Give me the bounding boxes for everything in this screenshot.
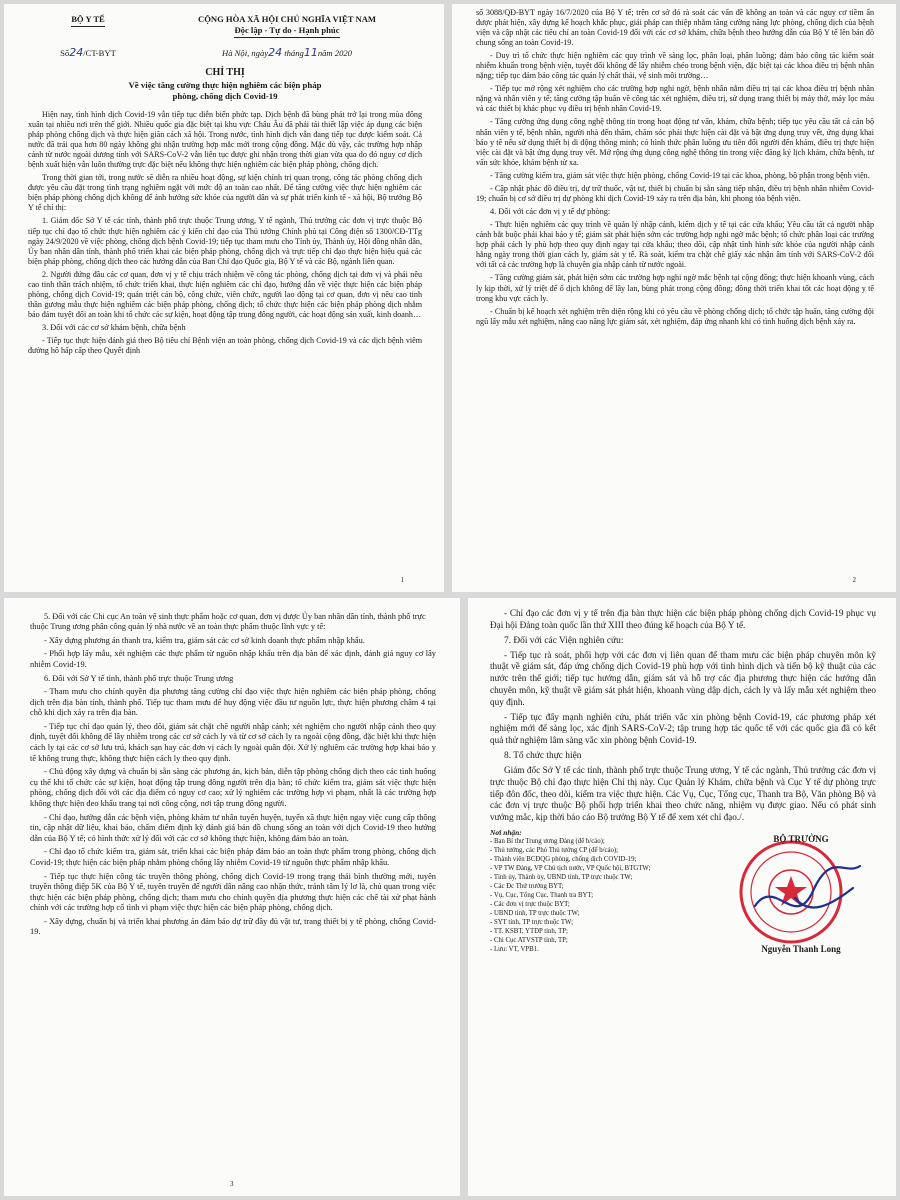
- date-prefix: Hà Nội, ngày: [222, 48, 269, 58]
- page-number: 2: [852, 576, 856, 584]
- paragraph: Trong thời gian tới, trong nước sẽ diễn ra nhiều hoạt động, sự kiện chính trị quan trọng, công tác phòng chống dịch được yêu cầu đặt trong tình trạng nghiêm ngặt với mức độ an toàn cao nhất. Để tăng cường việc thực hiện nghiêm các biện pháp phòng chống dịch không để ảnh hưởng sức khỏe của người dân và sự phát triển kinh tế - xã hội, Bộ trưởng Bộ Y tế chỉ thị:: [28, 173, 422, 213]
- signer: [726, 828, 876, 954]
- date-month: 11: [303, 46, 318, 59]
- recipient-item: - Thủ tướng, các Phó Thủ tướng CP (để b/cáo);: [490, 846, 619, 854]
- paragraph: - Xây dựng, chuẩn bị và triển khai phương án đảm bảo dự trữ đầy đủ vật tư, trang thiết bị y tế phòng, chống Covid-19.: [30, 916, 436, 937]
- paragraph: - Tiếp tục đẩy mạnh nghiên cứu, phát triển vắc xin phòng bệnh Covid-19, các phương pháp xét nghiệm mới để sàng lọc, xác định SARS-CoV-2; tập trung hợp tác quốc tế với các quốc gia đã có kết quả thử nghiệm lâm sàng vắc xin phòng bệnh Covid-19.: [490, 711, 876, 746]
- document-page-3: [4, 598, 460, 1196]
- document-title: CHỈ THỊ: [205, 67, 245, 78]
- date-month-word: tháng: [284, 48, 304, 58]
- paragraph: - Tăng cường ứng dụng công nghệ thông tin trong hoạt động tư vấn, khám, chữa bệnh; tiếp tục yêu cầu tất cả cán bộ nhân viên y tế, bệnh nhân, người nhà đến thăm, chăm sóc phải thực hiện cài đặt và bật ứng dụng truy vết, ứng dụng khai báo y tế nếu sử dụng thiết bị di động thông minh; có hình thức phân luồng ưu tiên đối người đến khám, điều trị thực hiện việc cài đặt và bật ứng dụng truy vết. Mở rộng ứng dụng công nghệ thông tin trong việc đăng ký lịch khám, chữa bệnh, tư vấn sức khỏe, khám bệnh từ xa.: [476, 117, 874, 167]
- paragraph: - Tiếp tục mở rộng xét nghiệm cho các trường hợp nghi ngờ, bệnh nhân nằm điều trị tại các khoa điều trị bệnh nhân nặng và nhân viên y tế; tăng cường tập huấn về công tác xét nghiệm, điều trị, sử dụng trang thiết bị máy thở, máy lọc máu và các thiết bị khác phục vụ điều trị bệnh nhân Covid-19.: [476, 84, 874, 114]
- date-day: 24: [268, 46, 283, 59]
- official-seal-icon: [735, 836, 867, 948]
- number-prefix: Số: [60, 48, 70, 58]
- section-heading: 7. Đối với các Viện nghiên cứu:: [504, 635, 624, 646]
- country-name: CỘNG HÒA XÃ HỘI CHỦ NGHĨA VIỆT NAM: [197, 14, 377, 24]
- document-page-4: [468, 598, 896, 1196]
- recipients-label: Nơi nhận:: [490, 827, 522, 837]
- number-handwritten: 24: [69, 46, 84, 59]
- paragraph: Hiện nay, tình hình dịch Covid-19 vẫn tiếp tục diễn biến phức tạp. Dịch bệnh đã bùng phát trở lại trong mùa đông xuân tại nhiều nơi trên thế giới. Nhiều quốc gia đặc biệt tại khu vực Châu Âu đã phải tái thiết lập việc áp dụng các biện pháp phòng chống dịch và thực hiện giãn cách xã hội. Trong nước, tình hình dịch vẫn đang tiếp tục được kiểm soát. Cả nước đã trải qua hơn 80 ngày không ghi nhận trường hợp mắc mới trong cộng đồng. Mặc dù vậy, các trường hợp nhập cảnh từ nước ngoài dương tính với SARS-CoV-2 vẫn liên tục được ghi nhận trong thời gian vừa qua do đó nguy cơ dịch bệnh xuất hiện vẫn luôn thường trực đặc biệt nếu không thực hiện nghiêm các biện pháp phòng, chống dịch.: [28, 110, 422, 170]
- paragraph: - Duy trì tổ chức thực hiện nghiêm các quy trình về sàng lọc, phân loại, phân luồng; đảm bảo công tác kiểm soát nhiễm khuẩn trong bệnh viện, tuyệt đối không để lây nhiễm chéo trong bệnh viện, đặc biệt tại các khoa điều trị bệnh nhân nặng; tiếp tục đảm bảo công tác quản lý chất thải, vệ sinh môi trường…: [476, 51, 874, 81]
- recipient-item: - Lưu: VT, VPB1.: [490, 945, 539, 953]
- number-suffix: /CT-BYT: [83, 48, 116, 58]
- paragraph: - Chỉ đạo các đơn vị y tế trên địa bàn thực hiện các biện pháp phòng chống dịch Covid-19 phục vụ Đại hội Đảng toàn quốc lần thứ XIII theo đúng kế hoạch của Bộ Y tế.: [490, 608, 876, 630]
- paragraph: - Xây dựng phương án thanh tra, kiểm tra, giám sát các cơ sở kinh doanh thực phẩm nhập khẩu.: [44, 635, 365, 645]
- issue-date: [152, 46, 422, 59]
- recipient-item: - SYT tỉnh, TP trực thuộc TW;: [490, 918, 574, 926]
- paragraph: - Chỉ đạo tổ chức kiểm tra, giám sát, triển khai các biện pháp đảm bảo an toàn thực phẩm trong phòng, chống dịch Covid-19; thực hiện các biện pháp nhằm phòng chống lây nhiễm Covid-19 từ nguồn thực phẩm nhập khẩu.: [30, 847, 436, 867]
- recipient-item: - TT. KSBT, YTDP tỉnh, TP;: [490, 927, 568, 935]
- paragraph: - Chủ động xây dựng và chuẩn bị sẵn sàng các phương án, kịch bản, diễn tập phòng chống dịch theo các tình huống cụ thể khi tổ chức các sự kiện, hoạt động tập trung đông người trên địa bàn; tổ chức kiểm tra, giám sát việc thực hiện phòng, chống dịch đối với các địa điểm có nguy cơ cao; xử lý nghiêm các trường hợp vi phạm, nhất là các trường hợp không thực hiện đeo khẩu trang tại nơi công cộng, nơi tập trung đông người.: [30, 767, 436, 808]
- date-year: năm 2020: [317, 48, 352, 58]
- ministry-name: BỘ Y TẾ: [71, 14, 105, 27]
- paragraph: Giám đốc Sở Y tế các tỉnh, thành phố trực thuộc Trung ương, Y tế các ngành, Thủ trưởng các đơn vị trực thuộc Bộ chỉ đạo thực hiện Chỉ thị này. Cục Quản lý Khám, chữa bệnh và Cục Y tế dự phòng trực tiếp đôn đốc, theo dõi, kiểm tra việc thực hiện. Các Vụ, Cục, Tổng cục, Thanh tra Bộ, Văn phòng Bộ và các đơn vị trực thuộc Bộ phối hợp triển khai theo chức năng, nhiệm vụ được giao. Nếu có phát sinh vướng mắc, kịp thời báo cáo Bộ trưởng Bộ Y tế để xem xét chỉ đạo./.: [490, 764, 876, 823]
- section-heading: 3. Đối với các cơ sở khám bệnh, chữa bệnh: [42, 322, 186, 332]
- motto: Độc lập - Tự do - Hạnh phúc: [234, 25, 339, 38]
- document-page-2: [452, 4, 896, 592]
- recipients-list: [490, 828, 708, 954]
- paragraph: - Cập nhật phác đồ điều trị, dự trữ thuốc, vật tư, thiết bị chuẩn bị sẵn sàng tiếp nhận, điều trị bệnh nhân nhiễm Covid-19; chuẩn bị cơ sở điều trị dự phòng khi dịch Covid-19 xảy ra trên địa bàn, khi phong tỏa bệnh viện.: [476, 183, 874, 203]
- recipient-item: - UBND tỉnh, TP trực thuộc TW;: [490, 909, 580, 917]
- document-page-1: [4, 4, 444, 592]
- paragraph: - Phối hợp lấy mẫu, xét nghiệm các thực phẩm từ nguồn nhập khẩu trên địa bàn để xác định, đánh giá nguy cơ lây nhiễm Covid-19.: [30, 649, 436, 669]
- recipient-item: - Chi Cục ATVSTP tỉnh, TP;: [490, 936, 568, 944]
- document-subtitle-line2: phòng, chống dịch Covid-19: [172, 91, 278, 101]
- recipients-items: [490, 837, 708, 954]
- paragraph: - Tiếp tục thực hiện công tác truyền thông phòng, chống dịch Covid-19 trong trạng thái bình thường mới, tuyên truyền thông điệp 5K của Bộ Y tế, tuyên truyền để người dân nâng cao nhận thức, tránh tâm lý lơ là, chủ quan trong việc thực hiện các biện pháp phòng, chống dịch; tham mưu cho chính quyền địa phương thực hiện các chế tài xử phạt hành chính với các trường hợp cố tình vi phạm việc thực hiện các biện pháp phòng, chống dịch.: [30, 871, 436, 913]
- paragraph: - Tiếp tục thực hiện đánh giá theo Bộ tiêu chí Bệnh viện an toàn phòng, chống dịch Covid-19 và các dịch bệnh viêm đường hô hấp cấp theo Quyết định: [28, 336, 422, 356]
- paragraph: - Tiếp tục rà soát, phối hợp với các đơn vị liên quan để tham mưu các biện pháp chuyên môn kỹ thuật về giám sát, đáp ứng chống dịch Covid-19 phù hợp với tình hình dịch và tiến bộ kỹ thuật của các nước trên thế giới; tiếp tục hướng dẫn, giám sát và hỗ trợ các địa phương thực hiện các hướng dẫn chuyên môn, kỹ thuật về giám sát phát hiện, khoanh vùng dập dịch, cách ly và lấy mẫu xét nghiệm theo quy định.: [490, 649, 876, 707]
- paragraph: - Chỉ đạo, hướng dẫn các bệnh viện, phòng khám tư nhân tuyến huyện, tuyến xã thực hiện ngay việc cung cấp thông tin, cập nhật dữ liệu, khai báo, chấm điểm định kỳ đánh giá bản đồ chung sống an toàn với dịch Covid-19 theo hướng dẫn của Bộ Y tế; có hình thức xử lý đối với các cơ sở không thực hiện, không đảm bảo an toàn.: [30, 812, 436, 843]
- recipient-item: - VP TW Đảng, VP Chủ tịch nước, VP Quốc hội, BTGTW;: [490, 864, 651, 872]
- recipient-item: - Ban Bí thư Trung ương Đảng (để b/cáo);: [490, 837, 605, 845]
- paragraph: số 3088/QĐ-BYT ngày 16/7/2020 của Bộ Y tế; trên cơ sở đó rà soát các vấn đề không an toàn và các nguy cơ tiềm ẩn được phát hiện, xây dựng kế hoạch khắc phục, giải pháp can thiệp nhằm tăng cường năng lực phòng, chống dịch của bệnh viện và cập nhật các tiêu chí an toàn Covid-19 đối với các cơ sở khám, chữa bệnh theo hướng dẫn của Bộ Y tế lên bản đồ chung sống an toàn Covid-19.: [476, 8, 874, 48]
- section-heading: 4. Đối với các đơn vị y tế dự phòng:: [490, 206, 611, 216]
- signature-block: [490, 828, 876, 954]
- recipient-item: - Các đơn vị trực thuộc BYT;: [490, 900, 570, 908]
- recipient-item: - Vụ, Cục, Tổng Cục, Thanh tra BYT;: [490, 891, 594, 899]
- paragraph: - Tham mưu cho chính quyền địa phương tăng cường chỉ đạo việc thực hiện nghiêm các biện pháp phòng, chống dịch trên địa bàn tỉnh, thành phố. Tiếp tục tham mưu để huy động việc đầu tư nguồn lực, thực hiện phương châm 4 tại chỗ khi dịch xảy ra trên địa bàn.: [30, 687, 436, 718]
- page-number: 3: [230, 1180, 234, 1188]
- recipient-item: - Thành viên BCĐQG phòng, chống dịch COVID-19;: [490, 855, 637, 863]
- document-subtitle-line1: Về việc tăng cường thực hiện nghiêm các biện pháp: [128, 80, 322, 90]
- section-heading: 6. Đối với Sở Y tế tỉnh, thành phố trực thuộc Trung ương: [44, 673, 234, 683]
- paragraph: - Tiếp tục chỉ đạo quản lý, theo dõi, giám sát chặt chẽ người nhập cảnh; xét nghiệm cho người nhập cảnh theo quy định, tuyệt đối không để lây nhiễm trong các cơ sở cách ly và từ cơ sở cách ly ra ngoài cộng đồng, đặc biệt khi thực hiện cách ly tại các cơ sở lưu trú, khách sạn hay các đơn vị cách ly ngoài quân đội. Xử lý nghiêm các trường hợp khai báo y tế không trung thực, không thực hiện cách ly theo quy định.: [30, 721, 436, 763]
- paragraph: - Tăng cường giám sát, phát hiện sớm các trường hợp nghi ngờ mắc bệnh tại cộng đồng; thực hiện khoanh vùng, cách ly kịp thời, xử lý triệt để ổ dịch không để lây lan, bùng phát trong cộng đồng; đồng thời triển khai tốt các hoạt động y tế trong khu vực cách ly.: [476, 273, 874, 303]
- number-date-line: [28, 46, 422, 59]
- signer-name: Nguyễn Thanh Long: [761, 943, 841, 954]
- recipient-item: - Tỉnh ủy, Thành ủy, UBND tỉnh, TP trực thuộc TW;: [490, 873, 633, 881]
- paragraph: - Thực hiện nghiêm các quy trình về quản lý nhập cảnh, kiểm dịch y tế tại các cửa khẩu; Yêu cầu tất cả người nhập cảnh bắt buộc phải khai báo y tế; giám sát phát hiện sớm các trường hợp nghi ngờ mắc bệnh; tổ chức phân loại các trường hợp phải cách ly phù hợp theo quy định ngay tại cửa khẩu; theo dõi, cập nhật tình hình sức khỏe của người nhập cảnh hằng ngày trong thời gian cách ly, giám sát y tế. Rà soát, kiểm tra chặt chẽ giấy xác nhận âm tính với SARS-CoV-2 đối với tất cả các trường hợp là chuyên gia nhập cảnh từ nước ngoài.: [476, 220, 874, 270]
- paragraph: 1. Giám đốc Sở Y tế các tỉnh, thành phố trực thuộc Trung ương, Y tế ngành, Thủ trưởng các đơn vị trực thuộc Bộ tiếp tục chỉ đạo tổ chức thực hiện nghiêm các ý kiến chỉ đạo của Thủ tướng Chính phủ tại Công điện số 1300/CĐ-TTg ngày 24/9/2020 về việc phòng, chống dịch bệnh Covid-19; tiếp tục tham mưu cho Tỉnh ủy, Thành ủy, Hội đồng nhân dân, Ủy ban nhân dân tỉnh, thành phố triển khai các biện pháp phòng, chống dịch và trực tiếp chỉ đạo thực hiện hiệu quả các biện pháp phòng, chống dịch theo các hướng dẫn của Ban Chỉ đạo Quốc gia, Bộ Y tế và các Bộ, ngành liên quan.: [28, 216, 422, 266]
- recipient-item: - Các Đc Thứ trưởng BYT;: [490, 882, 564, 890]
- page-number: 1: [400, 576, 404, 584]
- paragraph: - Tăng cường kiểm tra, giám sát việc thực hiện phòng, chống Covid-19 tại các khoa, phòng, bộ phận trong bệnh viện.: [490, 170, 870, 180]
- section-heading: 8. Tổ chức thực hiện: [504, 750, 582, 761]
- signer-role: BỘ TRƯỞNG: [773, 833, 829, 844]
- paragraph: 2. Người đứng đầu các cơ quan, đơn vị y tế chịu trách nhiệm về công tác phòng, chống dịch tại đơn vị và phải nêu cao tinh thần trách nhiệm, tổ chức triển khai, thực hiện nghiêm các chỉ đạo, hướng dẫn về việc thực hiện các biện pháp phòng, chống dịch Covid-19; quán triệt cán bộ, công chức, viên chức, người lao động tại cơ quan, đơn vị nêu cao tinh thần gương mẫu thực hiện nghiêm các biện pháp phòng, chống dịch; tổ chức thực hiện các biện pháp phòng dịch nhằm bảo đảm tuyệt đối an toàn khi tổ chức các sự kiện, hoạt động tập trung đông người, các hoạt động sản xuất, kinh doanh…: [28, 269, 422, 319]
- document-header: [28, 14, 422, 38]
- paragraph: - Chuẩn bị kế hoạch xét nghiệm trên diện rộng khi có yêu cầu về phòng chống dịch; tổ chức tập huấn, tăng cường đội ngũ lấy mẫu xét nghiệm, nâng cao năng lực giám sát, xét nghiệm, đáp ứng nhanh khi có tình huống dịch bệnh xảy ra.: [476, 306, 874, 326]
- section-heading: 5. Đối với các Chi cục An toàn vệ sinh thực phẩm hoặc cơ quan, đơn vị được Ủy ban nhân dân tỉnh, thành phố trực thuộc Trung ương phân công quản lý nhà nước về an toàn thực phẩm thuộc lĩnh vực y tế:: [30, 612, 426, 632]
